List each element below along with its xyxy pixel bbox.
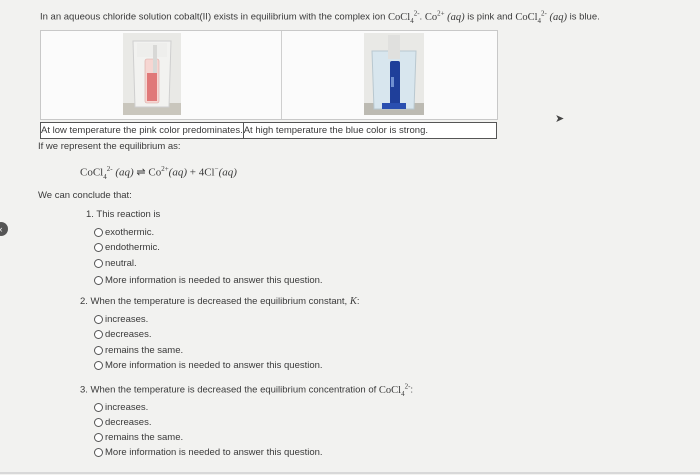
previous-arrow-icon[interactable] [0,222,8,236]
q2-option-more-info[interactable]: More information is needed to answer this question. [94,360,323,371]
pink-beaker-image [123,33,181,115]
question-1-title: 1. This reaction is [86,209,161,220]
beaker-images [40,30,498,120]
intro-species-co: $Co^{2+}$ (aq) [424,9,465,23]
intro-species-cocl4-2: CoCl$_4^{2-}$ (aq) [515,9,568,25]
conclude-text: We can conclude that: [38,190,132,201]
mouse-cursor-icon: ➤ [555,113,565,125]
intro-sentence: In an aqueous chloride solution cobalt(II) exists in equilibrium with the complex ion [40,11,386,23]
radio-button[interactable] [94,418,103,427]
blue-beaker-image [364,33,424,115]
q1-option-endothermic[interactable]: endothermic. [94,242,160,253]
image-divider [281,31,282,119]
q2-option-decreases[interactable]: decreases. [94,329,151,340]
bottom-divider [0,472,700,474]
radio-button[interactable] [94,259,103,268]
image-caption [40,122,497,139]
radio-button[interactable] [94,243,103,252]
q1-option-more-info[interactable]: More information is needed to answer this question. [94,275,323,286]
equilibrium-lead: If we represent the equilibrium as: [38,141,181,152]
radio-button[interactable] [94,346,103,355]
radio-button[interactable] [94,315,103,324]
intro-species-cocl4: CoCl$_4^{2-}$ [388,9,420,25]
radio-button[interactable] [94,276,103,285]
intro-text: In an aqueous chloride solution cobalt(II) exists in equilibrium with the complex ion CoCl$_4^{2-}$. $Co^{2+}$ (aq) is pink and CoCl$_4^{2-}$ (aq) is blue. [40,9,600,25]
radio-button[interactable] [94,433,103,442]
q2-option-same[interactable]: remains the same. [94,345,183,356]
equilibrium-arrow: ⇌ [136,166,146,179]
radio-button[interactable] [94,330,103,339]
q1-option-exothermic[interactable]: exothermic. [94,227,154,238]
q1-option-neutral[interactable]: neutral. [94,258,137,269]
question-2-title: 2. When the temperature is decreased the equilibrium constant, K: [80,296,360,307]
radio-button[interactable] [94,403,103,412]
q2-option-increases[interactable]: increases. [94,314,148,325]
q3-option-decreases[interactable]: decreases. [94,417,151,428]
q3-option-more-info[interactable]: More information is needed to answer this question. [94,447,323,458]
q3-option-increases[interactable]: increases. [94,402,148,413]
radio-button[interactable] [94,228,103,237]
radio-button[interactable] [94,448,103,457]
caption-high-temp: At high temperature the blue color is strong. [243,125,429,136]
q3-option-same[interactable]: remains the same. [94,432,183,443]
equilibrium-equation: CoCl$_4^{2-}$ (aq) ⇌ $Co^{2+}(aq) + 4Cl^-(aq)$ [80,165,237,181]
caption-low-temp: At low temperature the pink color predominates. [41,125,243,136]
radio-button[interactable] [94,361,103,370]
question-3-title: 3. When the temperature is decreased the equilibrium concentration of CoCl$_4^{2-}$: [80,382,414,398]
